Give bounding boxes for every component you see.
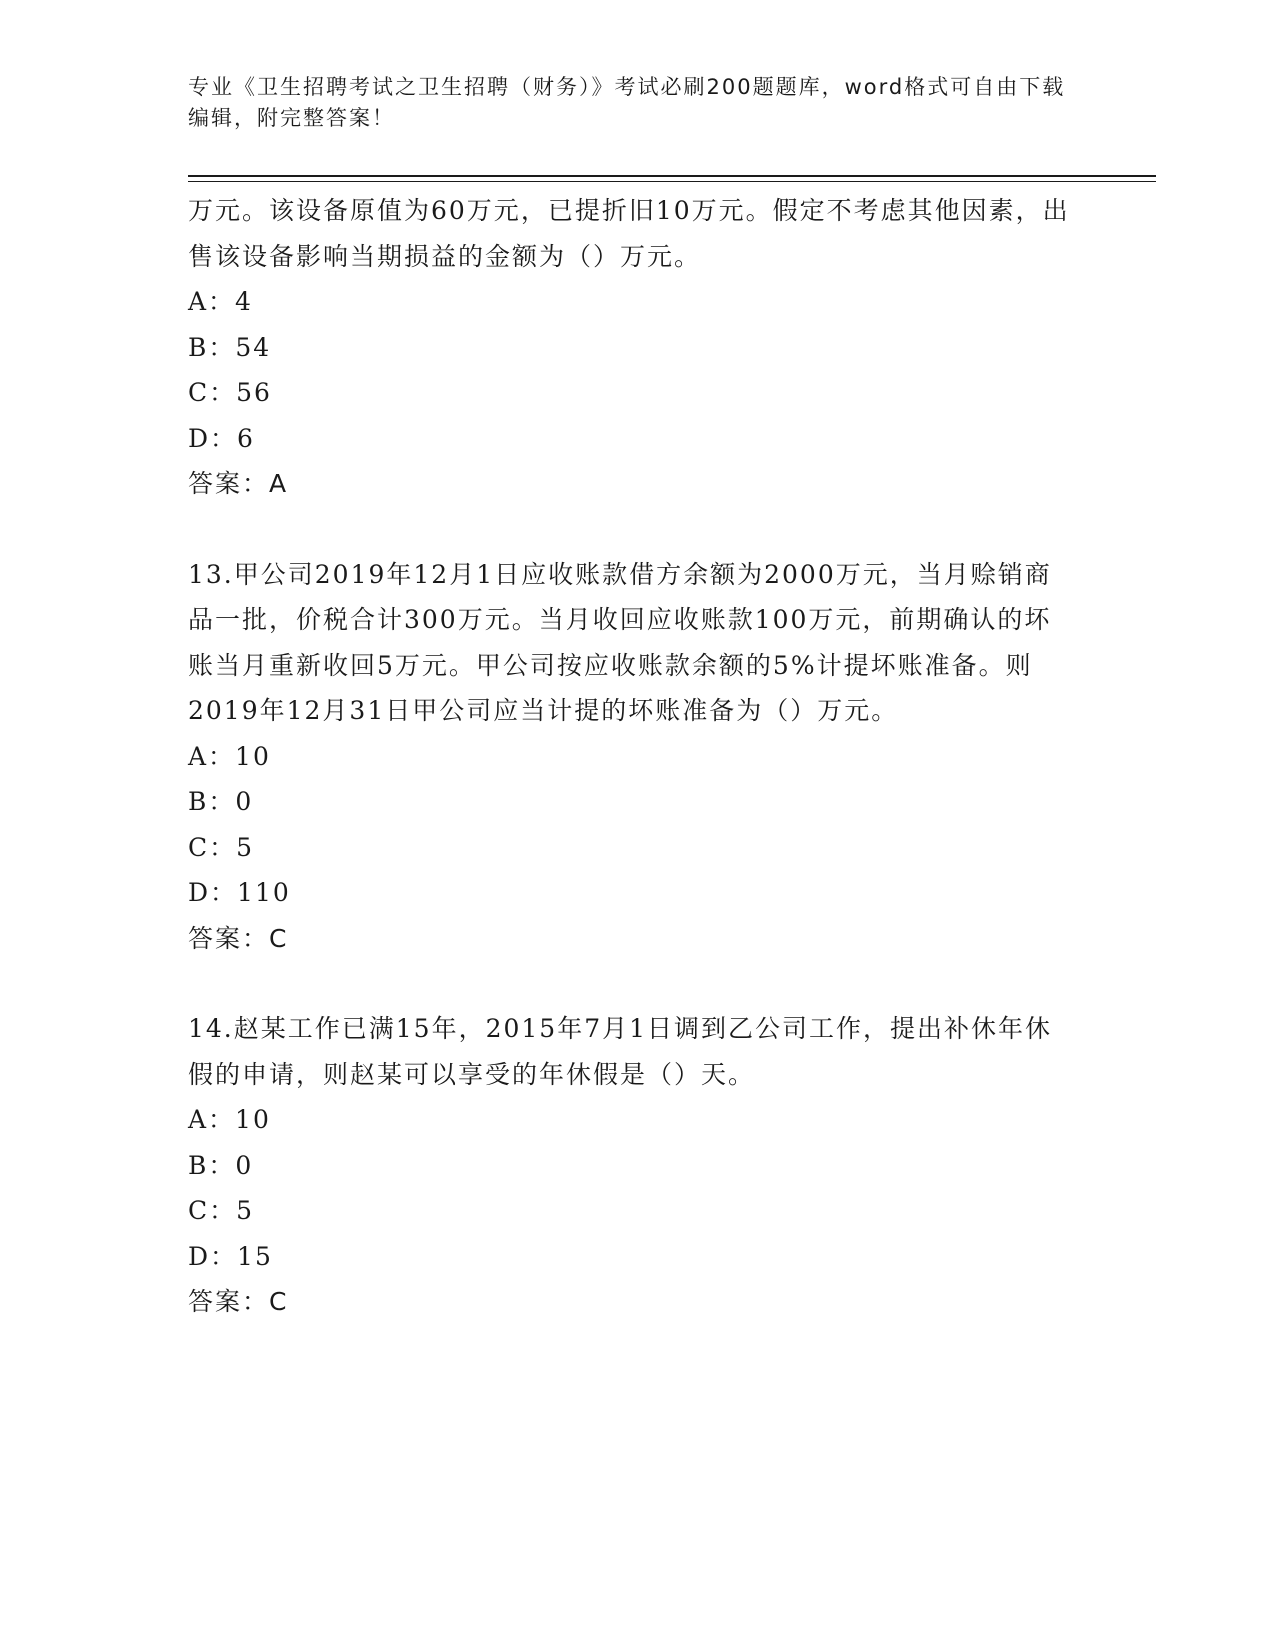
answer-line: 答案：C <box>188 923 289 953</box>
question-stem: 万元。该设备原值为60万元，已提折旧10万元。假定不考虑其他因素，出售该设备影响当期损益的金额为（）万元。 <box>188 196 1070 271</box>
question-block <box>188 188 1078 507</box>
option-b: B：0 <box>188 1150 254 1180</box>
option-d: D：6 <box>188 423 255 453</box>
question-stem: 14.赵某工作已满15年，2015年7月1日调到乙公司工作，提出补休年休假的申请，则赵某可以享受的年休假是（）天。 <box>188 1014 1053 1089</box>
header-rule-thick <box>188 175 1156 177</box>
option-b: B：0 <box>188 787 254 816</box>
question-block <box>188 1006 1078 1325</box>
option-a: A：10 <box>188 741 271 771</box>
option-c: C：56 <box>188 378 272 407</box>
option-a: A：10 <box>188 1105 271 1134</box>
answer-line: 答案：C <box>188 1287 289 1316</box>
question-block <box>188 552 1078 962</box>
answer-line: 答案：A <box>188 469 289 498</box>
option-c: C：5 <box>188 1196 255 1225</box>
question-list <box>188 188 1078 1370</box>
option-d: D：15 <box>188 1241 273 1271</box>
question-stem: 13.甲公司2019年12月1日应收账款借方余额为2000万元，当月赊销商品一批，价税合计300万元。当月收回应收账款100万元，前期确认的坏账当月重新收回5万元。甲公司按应收账款余额的5%计提坏账准备。则2019年12月31日甲公司应当计提的坏账准备为（）万元。 <box>188 559 1052 725</box>
document-header: 专业《卫生招聘考试之卫生招聘（财务）》考试必刷200题题库，word格式可自由下载编辑，附完整答案！ <box>188 75 1066 130</box>
option-d: D：110 <box>188 878 291 907</box>
option-b: B：54 <box>188 332 272 362</box>
option-a: A：4 <box>188 287 253 316</box>
header-rule-thin <box>188 181 1156 182</box>
option-c: C：5 <box>188 832 255 862</box>
